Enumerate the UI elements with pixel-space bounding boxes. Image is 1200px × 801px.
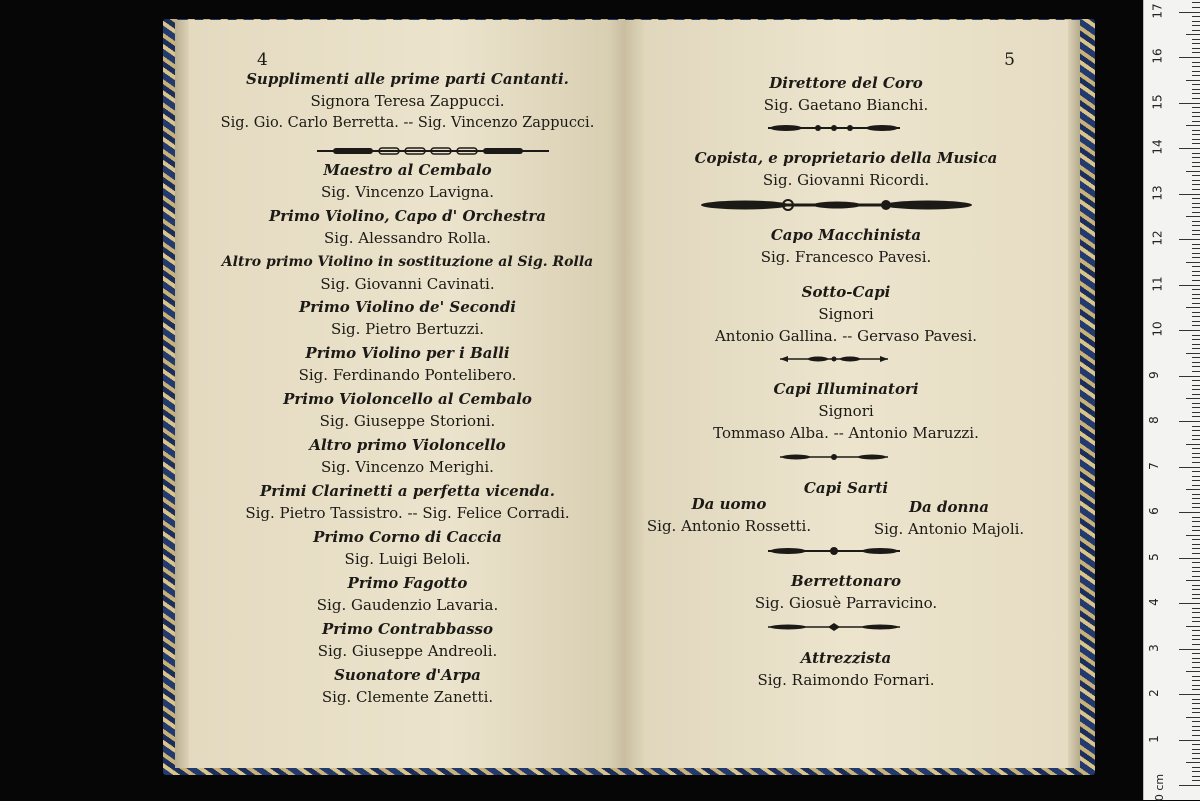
ruler-tick [1192, 730, 1200, 731]
sarti-column-uomo [640, 493, 818, 537]
role-label: Altro primo Violino in sostituzione al Sig. Rolla [221, 254, 594, 270]
ruler-tick [1192, 234, 1200, 235]
ruler-tick [1192, 221, 1200, 222]
ruler-tick [1192, 480, 1200, 481]
ruler-tick [1192, 357, 1200, 358]
ruler-tick [1192, 699, 1200, 700]
ruler-number: 7 [1146, 461, 1161, 470]
role-label: Primi Clarinetti a perfetta vicenda. [260, 482, 555, 500]
entry-sotto-capi [624, 281, 1068, 347]
ruler-tick [1192, 362, 1200, 363]
ruler-tick [1192, 662, 1200, 663]
ruler-tick [1192, 612, 1200, 613]
ruler-tick [1192, 112, 1200, 113]
ruler-unit-label: 0 cm [1153, 773, 1167, 801]
ruler-tick [1179, 694, 1200, 695]
role-label: Suonatore d'Arpa [334, 666, 481, 684]
ruler-tick [1192, 52, 1200, 53]
ruler-tick [1192, 380, 1200, 381]
ruler-tick [1192, 576, 1200, 577]
ruler-tick [1192, 298, 1200, 299]
ruler-tick [1192, 157, 1200, 158]
ruler-tick [1192, 203, 1200, 204]
person-name: Tommaso Alba. -- Antonio Maruzzi. [713, 424, 979, 442]
ruler-tick [1192, 143, 1200, 144]
ruler-tick [1192, 21, 1200, 22]
ruler-tick [1179, 285, 1200, 286]
ruler-tick [1192, 48, 1200, 49]
signori-label: Signori [818, 402, 874, 420]
ruler-number: 5 [1146, 552, 1161, 561]
ruler-number: 13 [1150, 184, 1165, 201]
ruler-tick [1192, 93, 1200, 94]
ruler-tick [1192, 316, 1200, 317]
ruler-tick [1192, 407, 1200, 408]
ruler-tick [1192, 585, 1200, 586]
entry-maestro-cembalo [189, 159, 626, 203]
ruler-tick [1186, 762, 1200, 763]
ruler-tick [1192, 476, 1200, 477]
entry-corno [189, 526, 626, 570]
ruler-tick [1179, 103, 1200, 104]
ruler-tick [1186, 171, 1200, 172]
role-label: Direttore del Coro [769, 74, 923, 92]
entry-copista [624, 147, 1068, 191]
ruler-tick [1192, 121, 1200, 122]
ruler-tick [1192, 749, 1200, 750]
ruler-tick [1192, 485, 1200, 486]
ruler-number: 16 [1150, 48, 1165, 64]
entry-arpa [189, 664, 626, 708]
ruler-tick [1186, 216, 1200, 217]
ruler-tick [1192, 544, 1200, 545]
ruler-tick [1179, 785, 1200, 786]
ruler-tick [1192, 780, 1200, 781]
signori-label: Signori [818, 305, 874, 323]
ruler-number: 1 [1146, 734, 1161, 743]
person-name: Sig. Antonio Majoli. [873, 520, 1025, 538]
ruler-tick [1192, 180, 1200, 181]
ruler-number: 3 [1146, 643, 1161, 652]
ruler-tick [1192, 230, 1200, 231]
role-label: Primo Violoncello al Cembalo [283, 390, 532, 408]
ruler-tick [1192, 435, 1200, 436]
ruler-tick [1179, 12, 1200, 13]
ruler-tick [1192, 653, 1200, 654]
role-label: Primo Violino de' Secondi [298, 298, 517, 316]
role-label: Capo Macchinista [770, 226, 922, 244]
entry-clarinetti [189, 480, 626, 524]
ruler-tick [1192, 685, 1200, 686]
ornament-divider [313, 146, 553, 156]
ruler-tick [1192, 225, 1200, 226]
ruler-tick [1192, 394, 1200, 395]
ruler-tick [1192, 348, 1200, 349]
ruler-tick [1192, 98, 1200, 99]
ruler-tick [1192, 753, 1200, 754]
ruler-tick [1192, 530, 1200, 531]
role-label: Da donna [909, 498, 989, 516]
ruler-tick [1192, 617, 1200, 618]
ruler-number: 8 [1146, 416, 1161, 424]
entry-violino-secondi [189, 296, 626, 340]
role-label: Da uomo [691, 495, 767, 513]
person-name: Sig. Vincenzo Lavigna. [320, 183, 495, 201]
ruler-tick [1192, 385, 1200, 386]
ruler-number: 6 [1146, 507, 1161, 515]
person-name: Sig. Ferdinando Pontelibero. [298, 366, 517, 384]
ruler-tick [1192, 184, 1200, 185]
ruler-tick [1186, 626, 1200, 627]
ruler-number: 4 [1146, 598, 1161, 606]
role-label: Attrezzista [800, 649, 892, 667]
ruler-tick [1186, 125, 1200, 126]
ruler-tick [1192, 735, 1200, 736]
ruler-tick [1192, 416, 1200, 417]
ruler-tick [1192, 175, 1200, 176]
ruler-tick [1192, 439, 1200, 440]
ruler-tick [1186, 489, 1200, 490]
ruler-tick [1186, 34, 1200, 35]
entry-attrezzista [624, 647, 1068, 691]
ruler-tick [1192, 212, 1200, 213]
role-label: Berrettonaro [791, 572, 901, 590]
ruler-tick [1192, 339, 1200, 340]
ruler-tick [1192, 312, 1200, 313]
ruler-tick [1192, 403, 1200, 404]
ruler-tick [1186, 398, 1200, 399]
ruler-tick [1192, 2, 1200, 3]
ruler-tick [1192, 366, 1200, 367]
entry-primo-violino [189, 205, 626, 249]
ruler-tick [1192, 498, 1200, 499]
person-name: Sig. Luigi Beloli. [344, 550, 471, 568]
ruler-tick [1192, 521, 1200, 522]
ruler-tick [1192, 630, 1200, 631]
ruler-tick [1192, 25, 1200, 26]
ruler-tick [1179, 148, 1200, 149]
ruler-tick [1192, 266, 1200, 267]
ruler-tick [1192, 325, 1200, 326]
ruler-tick [1192, 166, 1200, 167]
ruler-tick [1192, 153, 1200, 154]
ruler-tick [1179, 740, 1200, 741]
right-page-edge [1068, 20, 1080, 768]
ruler-tick [1186, 307, 1200, 308]
ruler-tick [1192, 457, 1200, 458]
person-name: Sig. Clemente Zanetti. [321, 688, 494, 706]
ruler-tick [1192, 430, 1200, 431]
ornament-divider [766, 623, 902, 631]
entry-illuminatori [624, 378, 1068, 444]
ruler-tick [1192, 62, 1200, 63]
ruler-tick [1192, 571, 1200, 572]
entry-berrettonaro [624, 570, 1068, 614]
ruler-tick [1192, 412, 1200, 413]
ruler-tick [1192, 526, 1200, 527]
ruler-tick [1192, 71, 1200, 72]
ruler-tick [1186, 80, 1200, 81]
ruler-tick [1186, 580, 1200, 581]
left-page-edge [175, 20, 189, 768]
ruler-tick [1192, 712, 1200, 713]
ruler-number: 10 [1150, 321, 1165, 337]
ruler-tick [1192, 703, 1200, 704]
ruler-tick [1192, 776, 1200, 777]
ruler-tick [1192, 639, 1200, 640]
role-label: Supplimenti alle prime parti Cantanti. [246, 70, 569, 88]
person-name: Sig. Gio. Carlo Berretta. -- Sig. Vincenzo Zappucci. [220, 115, 595, 131]
ruler-tick [1192, 130, 1200, 131]
entry-violino-balli [189, 342, 626, 386]
ruler-tick [1186, 444, 1200, 445]
ruler-tick [1192, 116, 1200, 117]
ruler-tick [1192, 84, 1200, 85]
ruler-tick [1192, 43, 1200, 44]
ruler-tick [1192, 253, 1200, 254]
ruler-tick [1192, 257, 1200, 258]
ruler-number: 11 [1150, 275, 1165, 292]
ruler-tick [1179, 376, 1200, 377]
ruler-tick [1179, 558, 1200, 559]
ruler-tick [1186, 353, 1200, 354]
ruler-tick [1192, 89, 1200, 90]
ornament-divider [766, 546, 902, 556]
ruler-tick [1192, 594, 1200, 595]
role-label: Primo Fagotto [347, 574, 468, 592]
ruler-tick [1192, 271, 1200, 272]
ornament-divider [778, 355, 890, 363]
ruler-tick [1179, 330, 1200, 331]
ruler-tick [1192, 608, 1200, 609]
measuring-ruler [1143, 0, 1200, 800]
ruler-tick [1192, 280, 1200, 281]
role-label: Sotto-Capi [801, 283, 891, 301]
ruler-number: 9 [1146, 370, 1161, 379]
ruler-tick [1192, 139, 1200, 140]
ruler-tick [1192, 658, 1200, 659]
entry-capo-macchinista [624, 224, 1068, 268]
person-name: Sig. Antonio Rossetti. [646, 517, 812, 535]
ruler-tick [1192, 689, 1200, 690]
ruler-tick [1192, 30, 1200, 31]
ruler-tick [1192, 244, 1200, 245]
ruler-tick [1192, 66, 1200, 67]
ruler-tick [1179, 239, 1200, 240]
ruler-tick [1192, 426, 1200, 427]
ruler-tick [1192, 676, 1200, 677]
person-name: Sig. Vincenzo Merighi. [321, 458, 494, 476]
ruler-tick [1179, 512, 1200, 513]
entry-altro-violoncello [189, 434, 626, 478]
sarti-column-donna [860, 496, 1038, 540]
ruler-number: 15 [1150, 93, 1165, 110]
ruler-tick [1192, 303, 1200, 304]
ruler-tick [1192, 162, 1200, 163]
page-number-left: 4 [257, 50, 268, 70]
ornament-divider [778, 453, 890, 461]
ruler-tick [1192, 275, 1200, 276]
ruler-tick [1192, 621, 1200, 622]
person-name: Sig. Raimondo Fornari. [757, 671, 935, 689]
ruler-tick [1192, 771, 1200, 772]
person-name: Sig. Alessandro Rolla. [324, 229, 491, 247]
ruler-tick [1192, 39, 1200, 40]
ruler-tick [1186, 262, 1200, 263]
ruler-tick [1192, 667, 1200, 668]
ruler-tick [1192, 335, 1200, 336]
ruler-tick [1192, 7, 1200, 8]
ruler-tick [1192, 471, 1200, 472]
ruler-tick [1192, 758, 1200, 759]
ruler-tick [1192, 371, 1200, 372]
entry-direttore-coro [624, 72, 1068, 116]
ruler-tick [1179, 57, 1200, 58]
ruler-tick [1192, 503, 1200, 504]
role-label: Altro primo Violoncello [309, 436, 506, 454]
entry-supplimenti [189, 68, 626, 134]
role-label: Primo Contrabbasso [322, 620, 493, 638]
ruler-tick [1192, 294, 1200, 295]
ruler-tick [1179, 467, 1200, 468]
ruler-tick [1192, 539, 1200, 540]
ruler-tick [1192, 189, 1200, 190]
ruler-tick [1192, 635, 1200, 636]
person-name: Sig. Gaudenzio Lavaria. [316, 596, 499, 614]
ruler-number: 12 [1150, 230, 1165, 246]
ruler-tick [1192, 726, 1200, 727]
person-name: Sig. Giuseppe Storioni. [319, 412, 496, 430]
person-name: Sig. Giuseppe Andreoli. [317, 642, 498, 660]
ruler-tick [1192, 75, 1200, 76]
right-page [624, 20, 1068, 768]
ruler-tick [1192, 767, 1200, 768]
role-label: Capi Sarti [803, 479, 889, 497]
ruler-tick [1186, 717, 1200, 718]
ruler-tick [1192, 289, 1200, 290]
person-name: Sig. Gaetano Bianchi. [763, 96, 929, 114]
ruler-tick [1192, 494, 1200, 495]
ruler-number: 14 [1150, 139, 1165, 155]
person-name: Sig. Pietro Tassistro. -- Sig. Felice Corradi. [245, 504, 570, 522]
ruler-tick [1192, 198, 1200, 199]
ruler-tick [1192, 448, 1200, 449]
page-number-right: 5 [1004, 50, 1015, 70]
role-label: Primo Violino, Capo d' Orchestra [268, 207, 547, 225]
ruler-tick [1192, 744, 1200, 745]
role-label: Maestro al Cembalo [323, 161, 492, 179]
ruler-tick [1192, 708, 1200, 709]
ruler-tick [1192, 548, 1200, 549]
ruler-tick [1192, 389, 1200, 390]
ruler-tick [1192, 598, 1200, 599]
person-name: Antonio Gallina. -- Gervaso Pavesi. [714, 327, 978, 345]
ruler-tick [1192, 517, 1200, 518]
ruler-tick [1192, 16, 1200, 17]
ruler-tick [1192, 567, 1200, 568]
ruler-number: 17 [1150, 2, 1165, 19]
ruler-tick [1192, 644, 1200, 645]
entry-fagotto [189, 572, 626, 616]
ruler-tick [1192, 721, 1200, 722]
person-name: Sig. Giovanni Ricordi. [762, 171, 930, 189]
ruler-number: 2 [1146, 689, 1161, 697]
person-name: Signora Teresa Zappucci. [310, 92, 505, 110]
ruler-tick [1179, 194, 1200, 195]
ruler-tick [1192, 507, 1200, 508]
person-name: Sig. Giosuè Parravicino. [754, 594, 938, 612]
entry-contrabbasso [189, 618, 626, 662]
person-name: Sig. Giovanni Cavinati. [320, 275, 495, 293]
left-page [189, 20, 626, 768]
person-name: Sig. Francesco Pavesi. [760, 248, 932, 266]
role-label: Primo Violino per i Balli [305, 344, 510, 362]
ruler-tick [1192, 321, 1200, 322]
ruler-tick [1192, 344, 1200, 345]
ruler-tick [1192, 134, 1200, 135]
ornament-divider [766, 123, 902, 133]
ruler-tick [1179, 603, 1200, 604]
entry-altro-primo-violino [189, 251, 626, 295]
role-label: Copista, e proprietario della Musica [694, 149, 998, 167]
ruler-tick [1192, 680, 1200, 681]
ornament-divider [700, 198, 974, 212]
ruler-tick [1179, 649, 1200, 650]
ruler-tick [1192, 589, 1200, 590]
entry-violoncello-cembalo [189, 388, 626, 432]
ruler-tick [1186, 671, 1200, 672]
ruler-tick [1192, 207, 1200, 208]
role-label: Capi Illuminatori [773, 380, 919, 398]
role-label: Primo Corno di Caccia [313, 528, 502, 546]
ruler-tick [1179, 421, 1200, 422]
ruler-tick [1192, 248, 1200, 249]
ruler-tick [1192, 107, 1200, 108]
person-name: Sig. Pietro Bertuzzi. [330, 320, 485, 338]
ruler-tick [1192, 553, 1200, 554]
ruler-tick [1192, 562, 1200, 563]
ruler-tick [1186, 535, 1200, 536]
ruler-tick [1192, 453, 1200, 454]
ruler-tick [1192, 462, 1200, 463]
